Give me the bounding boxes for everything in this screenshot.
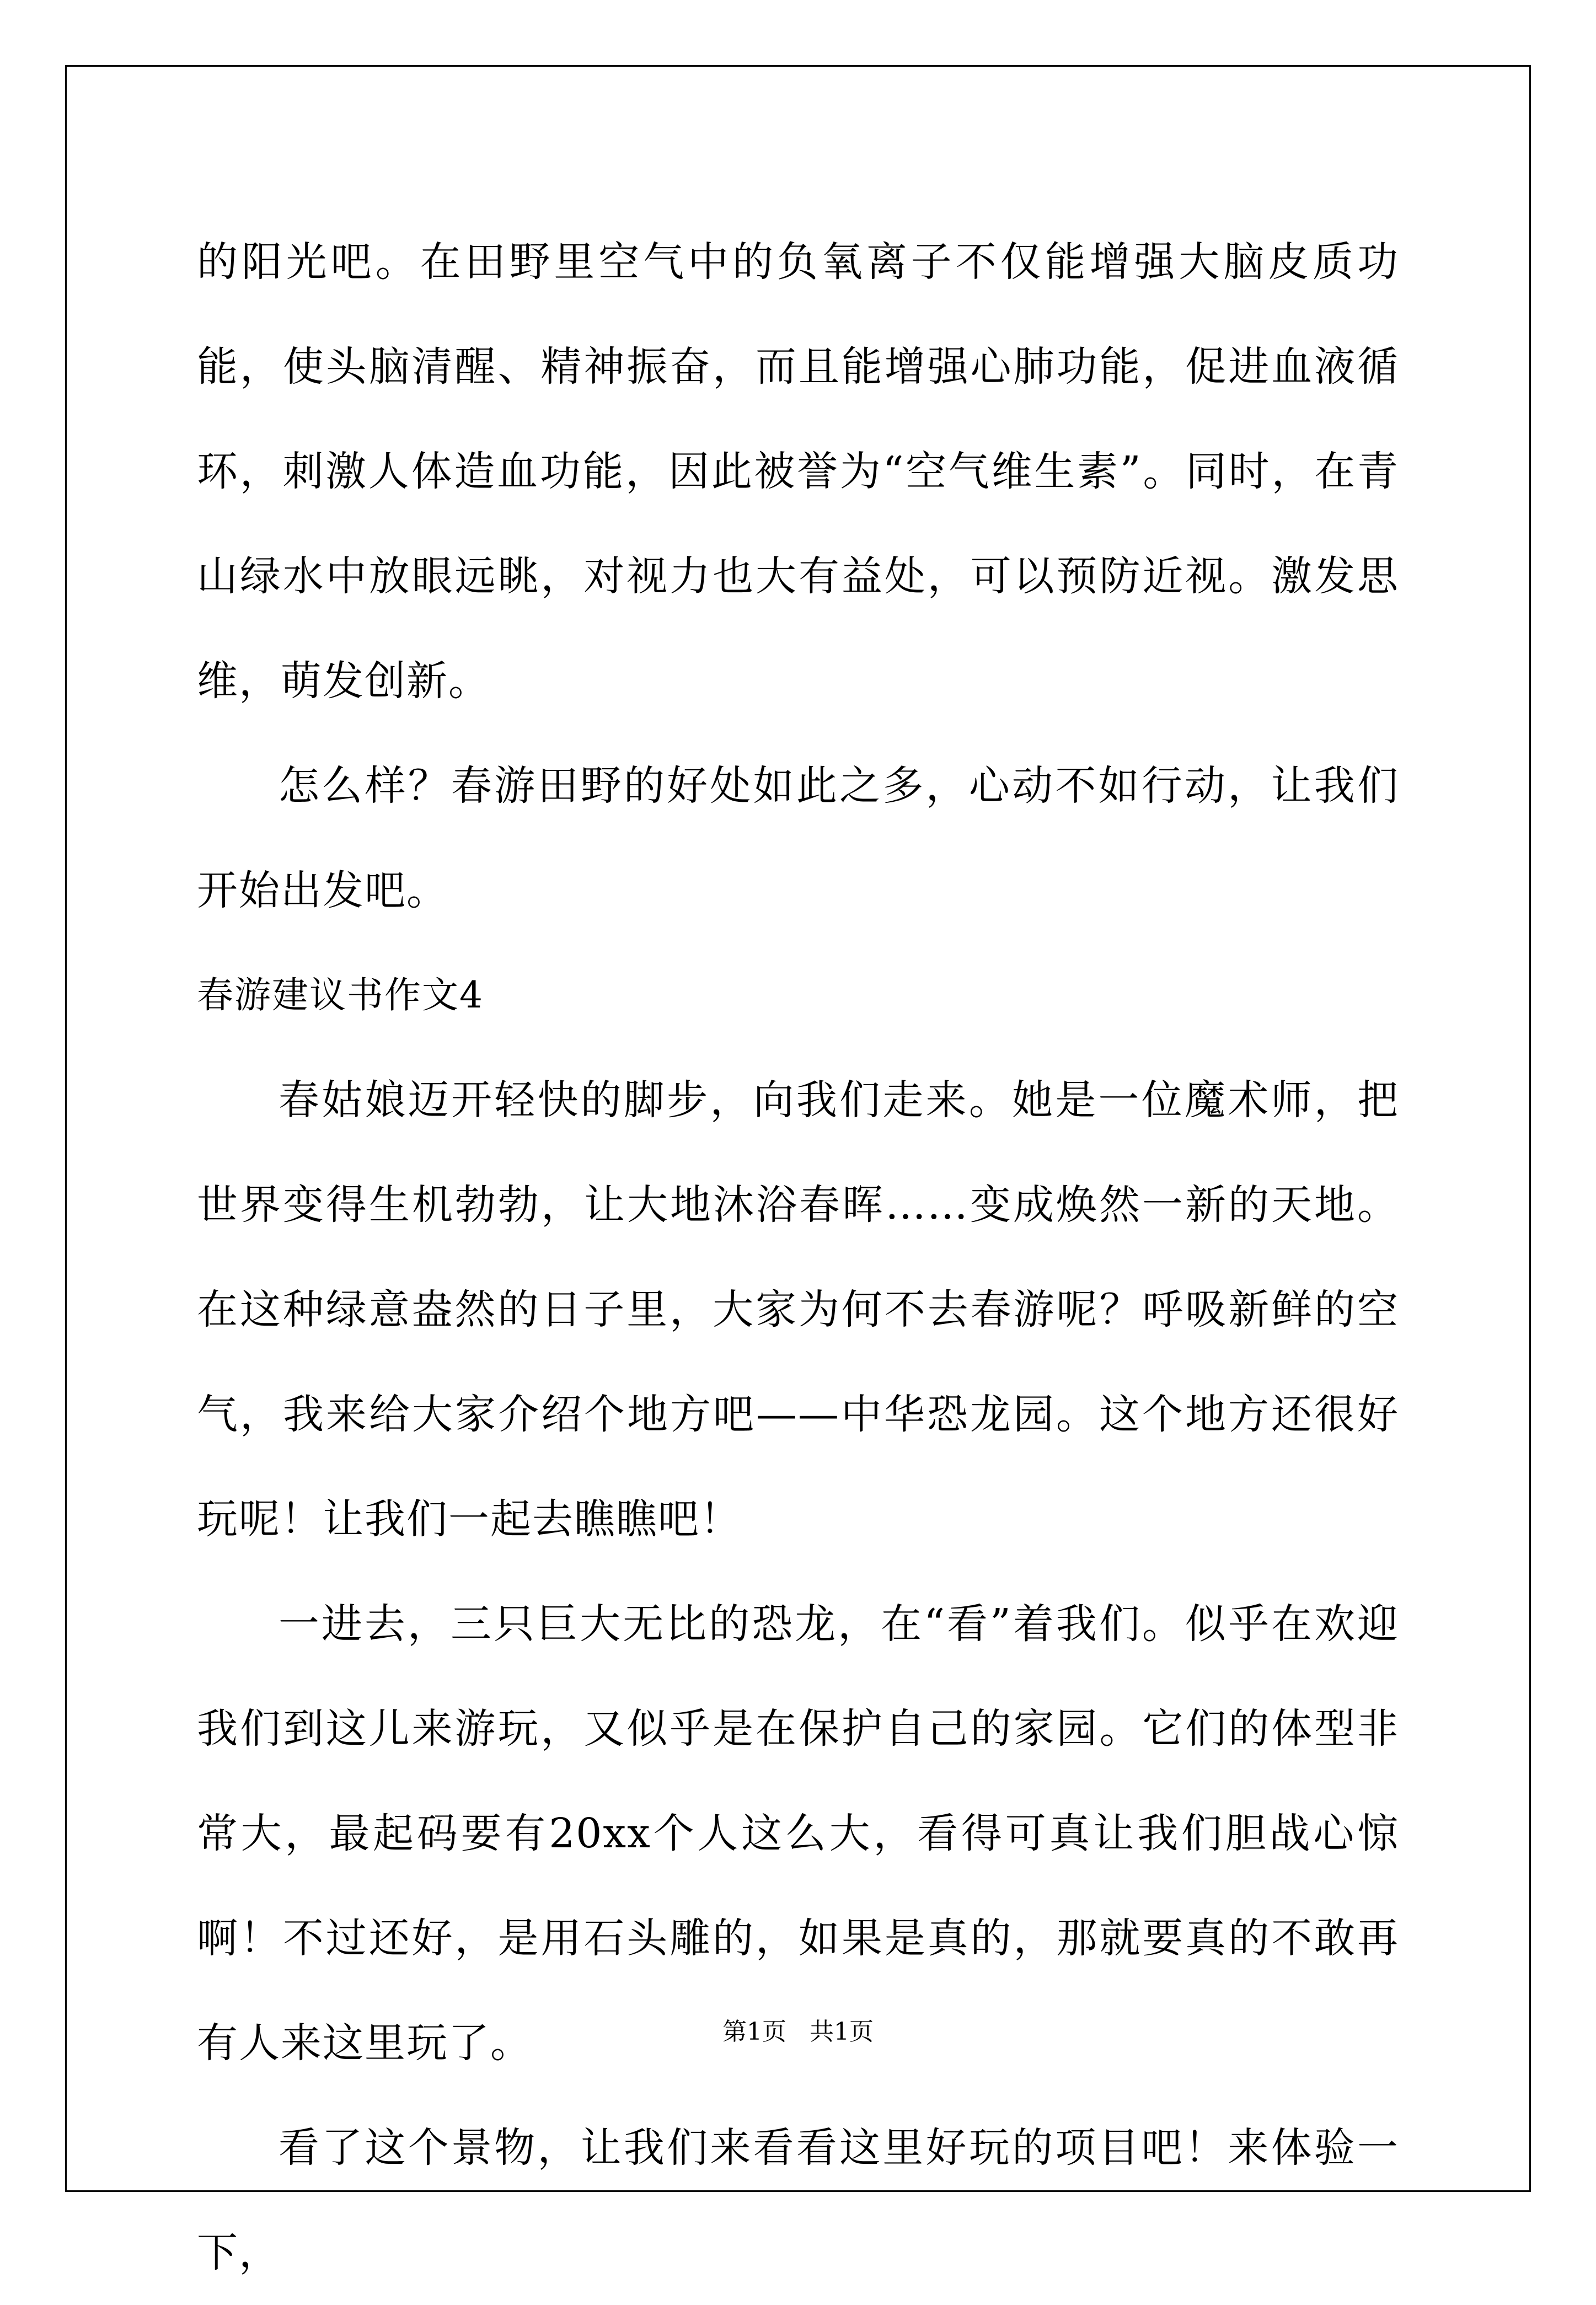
paragraph: 一进去，三只巨大无比的恐龙，在“看”着我们。似乎在欢迎我们到这儿来游玩，又似乎是在保护自己的家园。它们的体型非常大，最起码要有20xx个人这么大，看得可真让我们胆战心惊啊！不过还好，是用石头雕的，如果是真的，那就要真的不敢再有人来这里玩了。	[197, 1600, 1399, 2067]
page-number: 第1页	[722, 2018, 786, 2046]
document-body	[197, 210, 1399, 2305]
paragraph: 怎么样？春游田野的好处如此之多，心动不如行动，让我们开始出发吧。	[197, 762, 1399, 914]
paragraph-continuation: 的阳光吧。在田野里空气中的负氧离子不仅能增强大脑皮质功能，使头脑清醒、精神振奋，而且能增强心肺功能，促进血液循环，刺激人体造血功能，因此被誉为“空气维生素”。同时，在青山绿水中放眼远眺，对视力也大有益处，可以预防近视。激发思维，萌发创新。	[197, 238, 1399, 705]
section-title: 春游建议书作文4	[197, 974, 484, 1016]
page-total: 共1页	[810, 2018, 874, 2046]
paragraph: 看了这个景物，让我们来看看这里好玩的项目吧！来体验一下，	[197, 2124, 1399, 2276]
paragraph: 春姑娘迈开轻快的脚步，向我们走来。她是一位魔术师，把世界变得生机勃勃，让大地沐浴春晖……变成焕然一新的天地。在这种绿意盎然的日子里，大家为何不去春游呢？呼吸新鲜的空气，我来给大家介绍个地方吧——中华恐龙园。这个地方还很好玩呢！让我们一起去瞧瞧吧！	[197, 1076, 1399, 1543]
page-footer	[0, 2015, 1596, 2049]
